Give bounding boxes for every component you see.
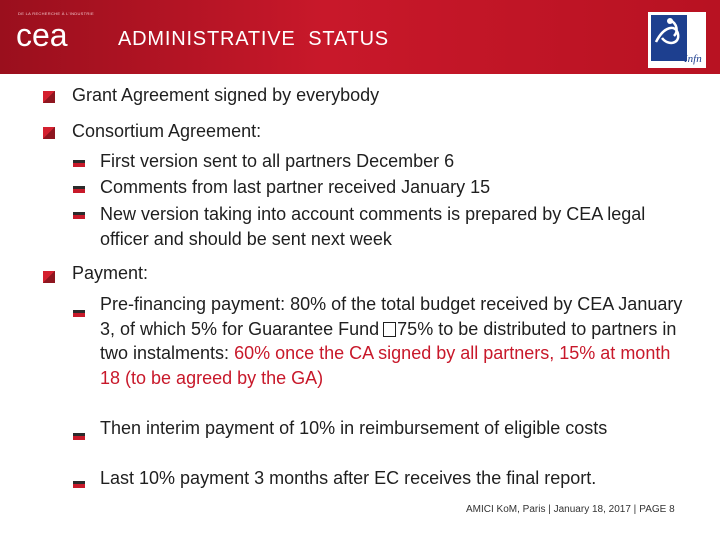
sub-item-interim-payment: Then interim payment of 10% in reimbursement of eligible costs <box>100 418 608 438</box>
sub-item-comments: Comments from last partner received January 15 <box>100 177 491 197</box>
sub-bullet-marker <box>73 481 85 488</box>
sub-item-first-version: First version sent to all partners December 6 <box>100 151 455 171</box>
sub-item-new-version: New version taking into account comments is prepared by CEA legal officer and should be sent next week <box>100 204 646 249</box>
sub-bullet-marker <box>73 186 85 193</box>
bullet-grant-agreement: Grant Agreement signed by everybody <box>72 85 380 105</box>
sub-item-pre-financing <box>100 292 690 390</box>
header-bar <box>0 0 720 74</box>
page-number: PAGE 8 <box>639 504 675 515</box>
bullet-payment: Payment: <box>72 263 149 283</box>
bullet-marker <box>43 271 55 283</box>
slide-title: ADMINISTRATIVE STATUS <box>118 28 389 50</box>
sub-bullet-marker <box>73 212 85 219</box>
infn-logo <box>648 12 706 68</box>
sub-bullet-marker <box>73 433 85 440</box>
cea-logo <box>16 18 96 54</box>
bullet-consortium-agreement: Consortium Agreement: <box>72 121 262 141</box>
sub-bullet-marker <box>73 160 85 167</box>
bullet-marker <box>43 127 55 139</box>
cea-tagline: DE LA RECHERCHE À L'INDUSTRIE <box>18 11 94 16</box>
footer <box>466 504 675 515</box>
pre-financing-highlight: 60% once the CA signed by all partners, 15% at month 18 (to be agreed by the GA) <box>100 343 671 388</box>
pre-financing-text-before: Pre-financing payment: 80% of the total budget received by CEA January 3, of which 5% for Guarantee Fund <box>100 294 683 339</box>
pre-financing-text-after: 75% to be distributed to partners in two instalments: <box>100 318 677 363</box>
bullet-marker <box>43 91 55 103</box>
missing-glyph-icon <box>383 322 396 337</box>
sub-item-last-payment: Last 10% payment 3 months after EC receives the final report. <box>100 468 597 488</box>
footer-text: AMICI KoM, Paris | January 18, 2017 | <box>466 504 637 515</box>
infn-logo-text: Infn <box>684 53 702 65</box>
cea-logo-text: cea <box>16 18 68 53</box>
sub-bullet-marker <box>73 310 85 317</box>
